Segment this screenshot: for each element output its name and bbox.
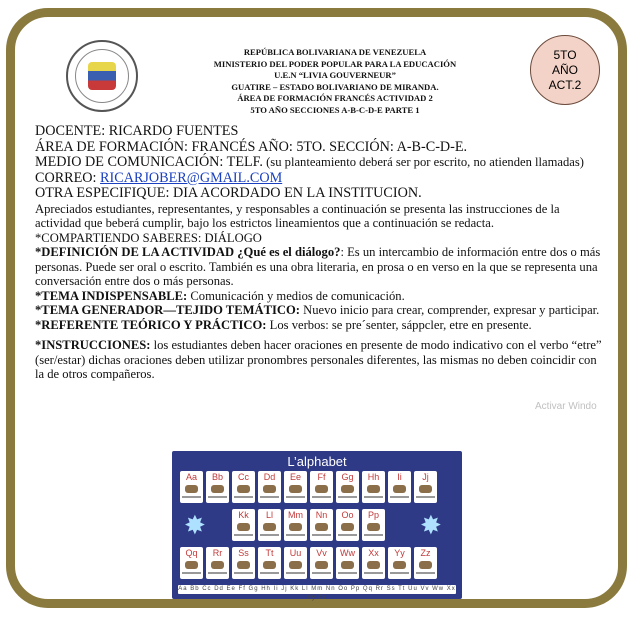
letter-caption xyxy=(364,534,383,536)
otra-line: OTRA ESPECIFIQUE: DIA ACORDADO EN LA INSTITUCION. xyxy=(35,185,422,201)
tema-indispensable-line xyxy=(35,289,607,304)
letter-card xyxy=(310,547,333,579)
referente-label: *REFERENTE TEÓRICO Y PRÁCTICO: xyxy=(35,317,267,332)
letter-card xyxy=(284,509,307,541)
letter-picture xyxy=(419,485,432,493)
letter-picture xyxy=(289,485,302,493)
letter-card xyxy=(310,509,333,541)
header-line-5: ÁREA DE FORMACIÓN FRANCÉS ACTIVIDAD 2 xyxy=(237,93,433,103)
letter-picture xyxy=(341,523,354,531)
letter-caption xyxy=(260,496,279,498)
badge-line-3: ACT.2 xyxy=(548,77,582,92)
seal-emblem xyxy=(88,62,116,90)
letter-label: Aa xyxy=(185,472,197,482)
letter-picture xyxy=(341,485,354,493)
letter-label: Ww xyxy=(340,548,355,558)
tema-gen-label: *TEMA GENERADOR—TEJIDO TEMÁTICO: xyxy=(35,303,300,317)
letter-caption xyxy=(416,572,435,574)
letter-card xyxy=(284,471,307,503)
letter-card xyxy=(206,547,229,579)
letter-label: Ii xyxy=(397,472,402,482)
letter-picture xyxy=(341,561,354,569)
referente-line xyxy=(35,318,607,333)
letter-card xyxy=(206,471,229,503)
letter-picture xyxy=(315,485,328,493)
letter-caption xyxy=(208,496,227,498)
tema-ind-text: Comunicación y medios de comunicación. xyxy=(187,288,405,303)
instrucciones-paragraph xyxy=(35,338,607,382)
letter-picture xyxy=(289,523,302,531)
letter-caption xyxy=(260,534,279,536)
letter-card xyxy=(388,471,411,503)
letter-label: Nn xyxy=(315,510,328,520)
letter-card xyxy=(232,471,255,503)
definicion-label: *DEFINICIÓN DE LA ACTIVIDAD ¿Qué es el diálogo? xyxy=(35,245,341,259)
letter-picture xyxy=(237,523,250,531)
letter-label: Vv xyxy=(316,548,327,558)
alphabet-row-3 xyxy=(180,547,437,579)
instrucciones-label: *INSTRUCCIONES: xyxy=(35,338,151,352)
sparkle-icon: ✸ xyxy=(420,511,442,541)
document-body xyxy=(35,124,607,382)
letter-card xyxy=(232,547,255,579)
correo-label: CORREO: xyxy=(35,169,101,186)
letter-caption xyxy=(312,496,331,498)
letter-caption xyxy=(338,534,357,536)
letter-caption xyxy=(234,496,253,498)
badge-line-1: 5TO xyxy=(553,47,577,62)
letter-caption xyxy=(364,496,383,498)
letter-card xyxy=(258,509,281,541)
letter-picture xyxy=(263,485,276,493)
letter-caption xyxy=(260,572,279,574)
letter-caption xyxy=(390,572,409,574)
tema-gen-text: Nuevo inicio para crear, comprender, expresar y participar. xyxy=(299,303,600,317)
letter-picture xyxy=(367,561,380,569)
letter-card xyxy=(180,547,203,579)
school-seal xyxy=(66,40,138,112)
letter-label: Zz xyxy=(420,548,431,558)
letter-card xyxy=(336,471,359,503)
referente-text: Los verbos: se pre´senter, sáppcler, etre en presente. xyxy=(266,317,532,332)
header-line-4: GUATIRE – ESTADO BOLIVARIANO DE MIRANDA. xyxy=(231,81,439,92)
letter-picture xyxy=(289,561,302,569)
medio-line xyxy=(35,155,607,186)
letter-picture xyxy=(315,561,328,569)
letter-caption xyxy=(286,572,305,574)
letter-card xyxy=(362,471,385,503)
letter-label: Oo xyxy=(341,510,354,520)
letter-caption xyxy=(182,572,201,574)
letter-label: Ss xyxy=(238,548,249,558)
letter-label: Ee xyxy=(289,472,301,482)
letter-label: Dd xyxy=(263,472,276,482)
header-line-6: 5TO AÑO SECCIONES A-B-C-D-E PARTE 1 xyxy=(250,104,420,115)
definicion-text: : Es un intercambio de información entre dos o más personas. Puede ser oral o escrito. También es una obra literaria, en prosa o en verso en la que se representa una conversación entre dos o más personas. xyxy=(35,245,601,288)
email-link[interactable]: RICARJOBER@GMAIL.COM xyxy=(100,169,283,186)
instrucciones-text: los estudiantes deben hacer oraciones en presente de modo indicativo con el verbo “etre” (ser/estar) dichas oraciones deben utilizar pronombres personales diferentes, las mismas no deben coincidir con la de otros compañeros. xyxy=(35,338,602,381)
letter-label: Bb xyxy=(211,472,223,482)
letter-label: Tt xyxy=(265,548,274,558)
letter-picture xyxy=(263,523,276,531)
letter-card xyxy=(414,547,437,579)
letter-label: Jj xyxy=(422,472,429,482)
letter-caption xyxy=(234,534,253,536)
letter-label: Qq xyxy=(185,548,198,558)
letter-picture xyxy=(185,485,198,493)
compartiendo-line: *COMPARTIENDO SABERES: DIÁLOGO xyxy=(35,230,262,245)
letter-card xyxy=(414,471,437,503)
header-line-1: REPÚBLICA BOLIVARIANA DE VENEZUELA xyxy=(243,47,427,57)
letter-picture xyxy=(263,561,276,569)
letter-caption xyxy=(312,534,331,536)
letter-caption xyxy=(416,496,435,498)
poster-title: L’alphabet xyxy=(287,454,347,469)
letter-picture xyxy=(393,561,406,569)
letter-label: Ll xyxy=(265,510,273,520)
letter-caption xyxy=(338,572,357,574)
document-header xyxy=(150,47,520,116)
letter-picture xyxy=(315,523,328,531)
docente-line: DOCENTE: RICARDO FUENTES xyxy=(35,123,239,139)
letter-card xyxy=(336,509,359,541)
letter-label: Cc xyxy=(238,472,249,482)
badge-line-2: AÑO xyxy=(551,62,578,77)
letter-card xyxy=(310,471,333,503)
letter-picture xyxy=(393,485,406,493)
letter-caption xyxy=(286,534,305,536)
letter-picture xyxy=(367,485,380,493)
letter-caption xyxy=(338,496,357,498)
intro-paragraph: Apreciados estudiantes, representantes, y responsables a continuación se presenta las instrucciones de la actividad que beberá cumplir, bajo los estrictos lineamientos que a continuación se redacta. xyxy=(35,201,560,230)
letter-picture xyxy=(211,561,224,569)
medio-text: (su planteamiento deberá ser por escrito, no atienden llamadas) xyxy=(262,155,584,169)
letter-caption xyxy=(182,496,201,498)
letter-picture xyxy=(419,561,432,569)
grade-badge xyxy=(530,35,600,105)
header-line-2: MINISTERIO DEL PODER POPULAR PARA LA EDUCACIÓN xyxy=(213,58,457,69)
alphabet-row-1 xyxy=(180,471,437,503)
alphabet-poster xyxy=(172,451,462,599)
letter-label: Rr xyxy=(212,548,223,558)
letter-card xyxy=(336,547,359,579)
sparkle-icon: ✸ xyxy=(184,511,206,541)
letter-picture xyxy=(185,561,198,569)
letter-label: Xx xyxy=(368,548,379,558)
letter-caption xyxy=(364,572,383,574)
letter-card xyxy=(180,471,203,503)
letter-label: Hh xyxy=(367,472,380,482)
definicion-paragraph xyxy=(35,245,607,289)
windows-watermark: Activar Windo xyxy=(535,401,597,412)
letter-label: Mm xyxy=(288,510,303,520)
letter-card xyxy=(258,547,281,579)
letter-picture xyxy=(211,485,224,493)
letter-caption xyxy=(390,496,409,498)
letter-label: Yy xyxy=(394,548,405,558)
header-line-3: U.E.N “LIVIA GOUVERNEUR” xyxy=(274,70,396,80)
medio-label: MEDIO DE COMUNICACIÓN: TELF. xyxy=(35,154,263,170)
letter-picture xyxy=(237,561,250,569)
letter-picture xyxy=(367,523,380,531)
letter-card xyxy=(362,547,385,579)
letter-caption xyxy=(234,572,253,574)
letter-caption xyxy=(312,572,331,574)
letter-card xyxy=(362,509,385,541)
letter-card xyxy=(258,471,281,503)
letter-picture xyxy=(237,485,250,493)
alphabet-row-2 xyxy=(232,509,385,541)
letter-label: Pp xyxy=(367,510,379,520)
letter-card xyxy=(388,547,411,579)
letter-label: Kk xyxy=(238,510,249,520)
area-line: ÁREA DE FORMACIÓN: FRANCÉS AÑO: 5TO. SECCIÓN: A-B-C-D-E. xyxy=(35,138,468,155)
tema-ind-label: *TEMA INDISPENSABLE: xyxy=(35,288,188,303)
letter-card xyxy=(284,547,307,579)
letter-strip: Aa Bb Cc Dd Ee Ff Gg Hh Ii Jj Kk Ll Mm Nn Oo Pp Qq Rr Ss Tt Uu Vv Ww Xx Yy Zz xyxy=(178,586,456,601)
letter-label: Ff xyxy=(317,472,326,482)
letter-label: Gg xyxy=(341,472,354,482)
letter-caption xyxy=(208,572,227,574)
letter-label: Uu xyxy=(289,548,302,558)
letter-caption xyxy=(286,496,305,498)
tema-generador-line xyxy=(35,303,607,318)
letter-card xyxy=(232,509,255,541)
